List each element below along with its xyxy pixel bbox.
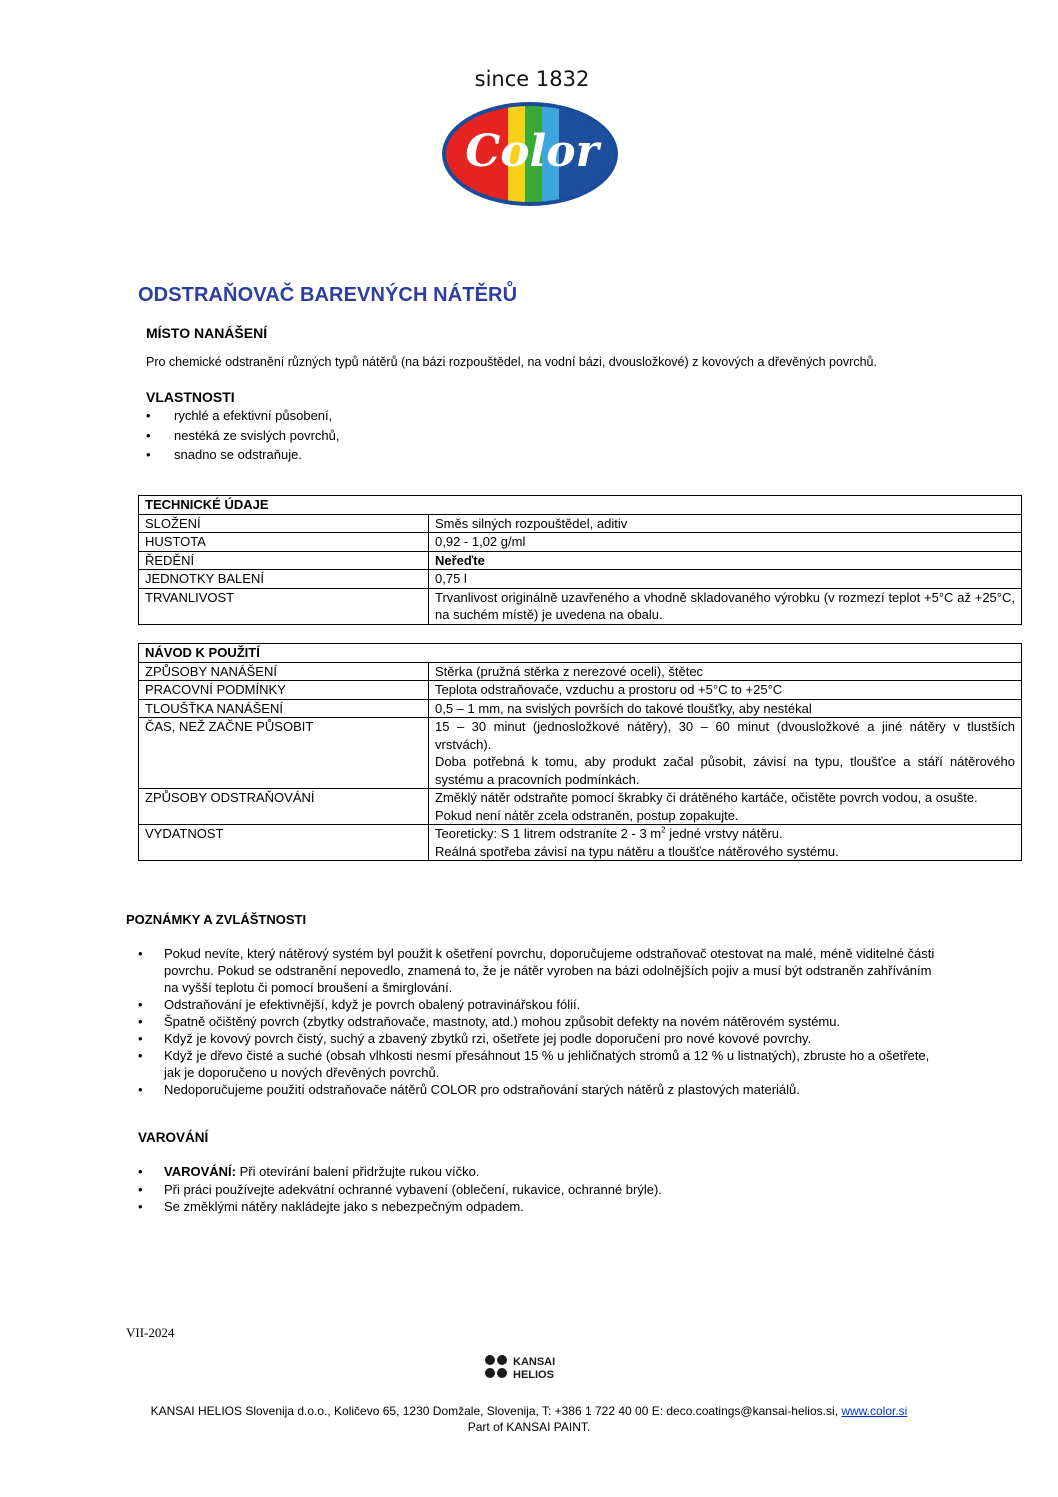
row-value: Neřeďte bbox=[429, 551, 1022, 570]
row-label: TLOUŠŤKA NANÁŠENÍ bbox=[139, 699, 429, 718]
helios-text: HELIOS bbox=[513, 1369, 554, 1381]
coverage-text: Teoreticky: S 1 litrem odstraníte 2 - 3 m bbox=[435, 826, 662, 841]
logo-since-text: since 1832 bbox=[474, 67, 590, 91]
row-label: ZPŮSOBY NANÁŠENÍ bbox=[139, 662, 429, 681]
table-row bbox=[139, 533, 1022, 552]
page-title: ODSTRAŇOVAČ BAREVNÝCH NÁTĚRŮ bbox=[138, 284, 518, 306]
table-row bbox=[139, 699, 1022, 718]
warning-label: VAROVÁNÍ: bbox=[164, 1164, 236, 1179]
list-item: • Nedoporučujeme použití odstraňovače nátěrů COLOR pro odstraňování starých nátěrů z plastových materiálů. bbox=[138, 1081, 948, 1098]
list-item: • Když je dřevo čisté a suché (obsah vlhkosti nesmí přesáhnout 15 % u jehličnatých stromů a 12 % u listnatých), zbruste ho a ošetřete, jak je doporučeno u nových dřevěných povrchů. bbox=[138, 1047, 948, 1081]
row-value: Stěrka (pružná stěrka z nerezové oceli), štětec bbox=[429, 662, 1022, 681]
table-row bbox=[139, 681, 1022, 700]
footer bbox=[0, 1403, 1058, 1435]
table-row bbox=[139, 718, 1022, 789]
table-heading: NÁVOD K POUŽITÍ bbox=[139, 644, 1022, 663]
notes-list bbox=[138, 945, 948, 1098]
notes-heading: POZNÁMKY A ZVLÁŠTNOSTI bbox=[126, 912, 307, 927]
document-date: VII-2024 bbox=[126, 1325, 175, 1340]
list-item: • snadno se odstraňuje. bbox=[146, 445, 646, 465]
row-value: 0,92 - 1,02 g/ml bbox=[429, 533, 1022, 552]
superscript: 2 bbox=[661, 825, 666, 835]
row-label: ČAS, NEŽ ZAČNE PŮSOBIT bbox=[139, 718, 429, 789]
list-item: • rychlé a efektivní působení, bbox=[146, 406, 646, 426]
row-value: Směs silných rozpouštědel, aditiv bbox=[429, 514, 1022, 533]
row-value bbox=[429, 825, 1022, 861]
list-item: • Když je kovový povrch čistý, suchý a zbavený zbytků rzi, ošetřete jej podle doporučení pro nové kovové povrchy. bbox=[138, 1030, 948, 1047]
technical-data-table bbox=[138, 495, 1022, 625]
row-label: JEDNOTKY BALENÍ bbox=[139, 570, 429, 589]
footer-contact: KANSAI HELIOS Slovenija d.o.o., Količevo 65, 1230 Domžale, Slovenija, T: +386 1 722 40 00 E: deco.coatings@kansai-helios.si, bbox=[150, 1404, 842, 1418]
row-value: 0,75 l bbox=[429, 570, 1022, 589]
row-label: VYDATNOST bbox=[139, 825, 429, 861]
row-label: TRVANLIVOST bbox=[139, 588, 429, 624]
logo-word: Color bbox=[465, 126, 599, 177]
list-item: • Odstraňování je efektivnější, když je povrch obalený potravinářskou fólií. bbox=[138, 996, 948, 1013]
row-value bbox=[429, 718, 1022, 789]
list-item: • Se změklými nátěry nakládejte jako s nebezpečným odpadem. bbox=[138, 1198, 838, 1216]
table-row bbox=[139, 789, 1022, 825]
row-value-line: Změklý nátěr odstraňte pomocí škrabky či drátěného kartáče, očistěte povrch vodou, a osušte. bbox=[435, 790, 978, 805]
kansai-text: KANSAI bbox=[513, 1356, 556, 1368]
application-text: Pro chemické odstranění různých typů nátěrů (na bázi rozpouštědel, na vodní bázi, dvousložkové) z kovových a dřevěných povrchů. bbox=[146, 355, 877, 369]
row-label: PRACOVNÍ PODMÍNKY bbox=[139, 681, 429, 700]
properties-list bbox=[146, 406, 646, 465]
row-value-line bbox=[435, 825, 1015, 843]
table-heading: TECHNICKÉ ÚDAJE bbox=[139, 496, 1022, 515]
warning-list bbox=[138, 1163, 838, 1216]
table-row bbox=[139, 551, 1022, 570]
row-value: Teplota odstraňovače, vzduchu a prostoru od +5°C to +25°C bbox=[429, 681, 1022, 700]
properties-heading: VLASTNOSTI bbox=[146, 389, 235, 405]
usage-instructions-table bbox=[138, 643, 1022, 861]
table-row bbox=[139, 514, 1022, 533]
row-value-line: Doba potřebná k tomu, aby produkt začal působit, závisí na typu, tloušťce a stáří nátěrového systému a pracovních podmínkách. bbox=[435, 754, 1015, 787]
row-value-line: Pokud není nátěr zcela odstraněn, postup zopakujte. bbox=[435, 807, 739, 823]
row-label: ŘEDĚNÍ bbox=[139, 551, 429, 570]
row-label: ZPŮSOBY ODSTRAŇOVÁNÍ bbox=[139, 789, 429, 825]
row-label: SLOŽENÍ bbox=[139, 514, 429, 533]
color-brand-logo bbox=[438, 60, 622, 206]
footer-line: Part of KANSAI PAINT. bbox=[467, 1420, 591, 1434]
warning-heading: VAROVÁNÍ bbox=[138, 1130, 209, 1145]
list-item: • Při práci používejte adekvátní ochranné vybavení (oblečení, rukavice, ochranné brýle). bbox=[138, 1181, 838, 1199]
row-value: 0,5 – 1 mm, na svislých površích do takové tloušťky, aby nestékal bbox=[429, 699, 1022, 718]
footer-line bbox=[0, 1403, 1058, 1419]
coverage-text-end: jedné vrstvy nátěru. bbox=[665, 826, 783, 841]
list-item: • Pokud nevíte, který nátěrový systém byl použit k ošetření povrchu, doporučujeme odstraňovač otestovat na malé, méně viditelné části povrchu. Pokud se odstranění nepovedlo, znamená to, že je nátěr vyroben na bázi odolnějších pojiv a musí být odstraněn zahříváním na vyšší teplotu či pomocí broušení a šmirglování. bbox=[138, 945, 948, 996]
list-item: • nestéká ze svislých povrchů, bbox=[146, 426, 646, 446]
list-item bbox=[138, 1163, 838, 1181]
application-heading: MÍSTO NANÁŠENÍ bbox=[146, 325, 268, 341]
website-link[interactable]: www.color.si bbox=[841, 1404, 908, 1418]
row-value: Trvanlivost originálně uzavřeného a vhodně skladovaného výrobku (v rozmezí teplot +5°C až +25°C, na suchém místě) je uvedena na obalu. bbox=[429, 588, 1022, 624]
table-row bbox=[139, 825, 1022, 861]
row-value-line: Reálná spotřeba závisí na typu nátěru a tloušťce nátěrového systému. bbox=[435, 843, 839, 859]
warning-text: Při otevírání balení přidržujte rukou víčko. bbox=[235, 1164, 480, 1179]
kansai-helios-logo bbox=[484, 1353, 576, 1381]
list-item: • Špatně očištěný povrch (zbytky odstraňovače, mastnoty, atd.) mohou způsobit defekty na novém nátěrovém systému. bbox=[138, 1013, 948, 1030]
row-label: HUSTOTA bbox=[139, 533, 429, 552]
row-value bbox=[429, 789, 1022, 825]
table-row bbox=[139, 662, 1022, 681]
table-row bbox=[139, 570, 1022, 589]
table-row bbox=[139, 588, 1022, 624]
row-value-line: 15 – 30 minut (jednosložkové nátěry), 30 – 60 minut (dvousložkové a jiné nátěry v tlustších vrstvách). bbox=[435, 719, 1015, 752]
